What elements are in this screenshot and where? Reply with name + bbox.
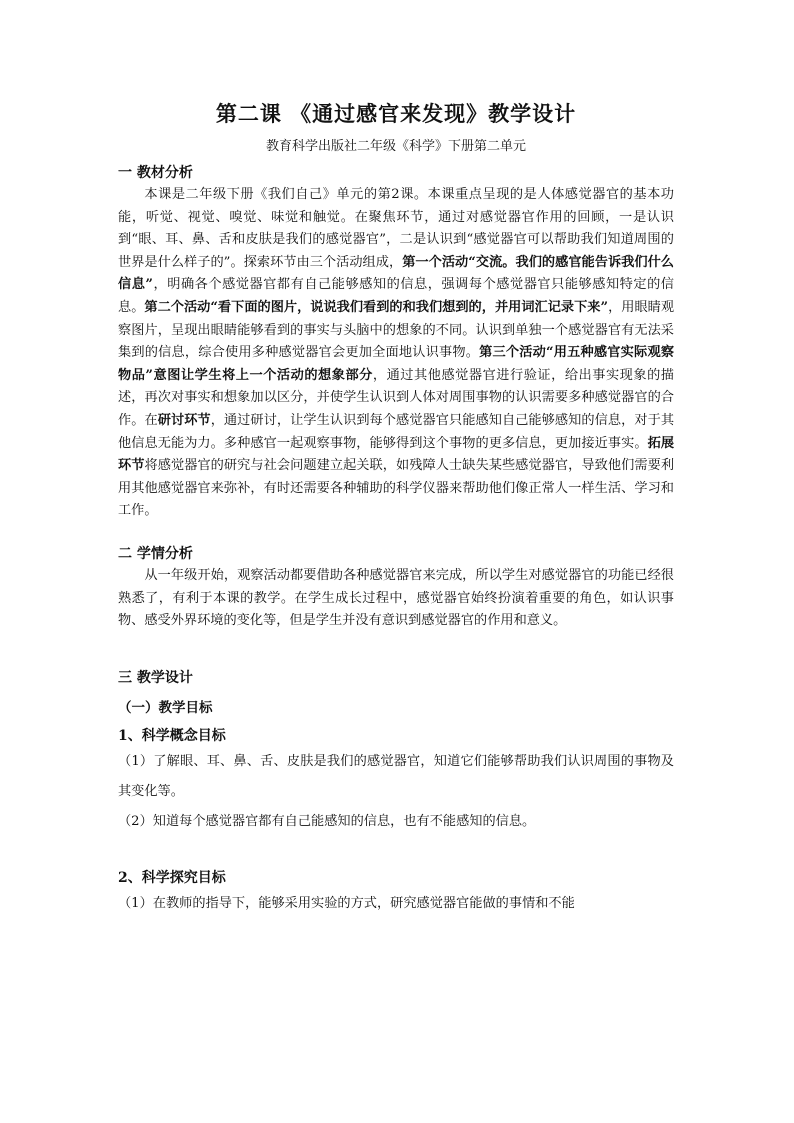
text-run: 将感觉器官的研究与社会问题建立起关联，如残障人士缺失某些感觉器官，导致他们需要利用其他感觉器官来弥补，有时还需要各种辅助的科学仪器来帮助他们像正常人一样生活、学习和工作。 [118,458,675,519]
goal-item: （1）在教师的指导下，能够采用实验的方式，研究感觉器官能做的事情和不能 [118,895,575,911]
bold-extension: 拓展环节 [118,435,675,474]
document-page [118,98,674,919]
goal-heading-science-concepts: 1、科学概念目标 [118,727,226,744]
spacer [118,523,674,543]
section-heading-student-analysis: 二 学情分析 [118,545,193,562]
bold-activity-three: 第三个活动“用五种感官实际观察物品”意图让学生将上一个活动的想象部分 [118,345,675,383]
bold-activity-two: 第二个活动“看下面的图片，说说我们看到的和我们想到的，并用词汇记录下来” [144,299,609,315]
document-title: 第二课 《通过感官来发现》教学设计 [215,101,577,126]
text-run: ，通过研讨，让学生认识到每个感觉器官只能感知自己能够感知的信息，对于其他信息无能为力。多种感官一起观察事物，能够得到这个事物的更多信息，更加接近事实。 [118,412,675,451]
bold-activity-one: 第一个活动“交流。我们的感官能告诉我们什么信息” [118,254,674,293]
section-heading-textbook-analysis: 一 教材分析 [118,165,193,181]
text-run: ，通过其他感觉器官进行验证，给出事实现象的描述，再次对事实和想象加以区分，并使学生认识到人体对周围事物的认识需要多种感觉器官的合作。在 [118,367,674,428]
text-run: ，明确各个感觉器官都有自己能够感知的信息，强调每个感觉器官只能够感知特定的信息。 [118,277,674,315]
document-subtitle: 教育科学出版社二年级《科学》下册第二单元 [265,139,526,154]
bold-discussion: 研讨环节 [157,412,211,428]
subheading-teaching-goals: （一）教学目标 [118,699,213,716]
goal-item: （2）知道每个感觉器官都有自己能感知的信息，也有不能感知的信息。 [118,813,536,829]
spacer [118,633,674,667]
spacer [118,837,674,867]
textbook-analysis-paragraph [118,184,674,523]
text-run: ，用眼睛观察图片，呈现出眼睛能够看到的事实与头脑中的想象的不同。认识到单独一个感觉器官有无法采集到的信息，综合使用多种感觉器官会更加全面地认识事物。 [118,299,675,361]
goal-heading-science-inquiry: 2、科学探究目标 [118,869,226,886]
goal-item: （1）了解眼、耳、鼻、舌、皮肤是我们的感觉器官，知道它们能够帮助我们认识周围的事物及其变化等。 [118,753,674,799]
student-analysis-paragraph: 从一年级开始，观察活动都要借助各种感觉器官来完成，所以学生对感觉器官的功能已经很熟悉了，有利于本课的教学。在学生成长过程中，感觉器官始终扮演着重要的角色，如认识事物、感受外界环境的变化等，但是学生并没有意识到感觉器官的作用和意义。 [118,567,674,629]
section-heading-teaching-design: 三 教学设计 [118,669,193,686]
text-run: 本课是二年级下册《我们自己》单元的第2课。本课重点呈现的是人体感觉器官的基本功能，听觉、视觉、嗅觉、味觉和触觉。在聚焦环节，通过对感觉器官作用的回顾，一是认识到“眼、耳、鼻、舌和皮肤是我们的感觉器官”，二是认识到“感觉器官可以帮助我们知道周围的世界是什么样子的”。探索环节由三个活动组成， [118,187,674,270]
